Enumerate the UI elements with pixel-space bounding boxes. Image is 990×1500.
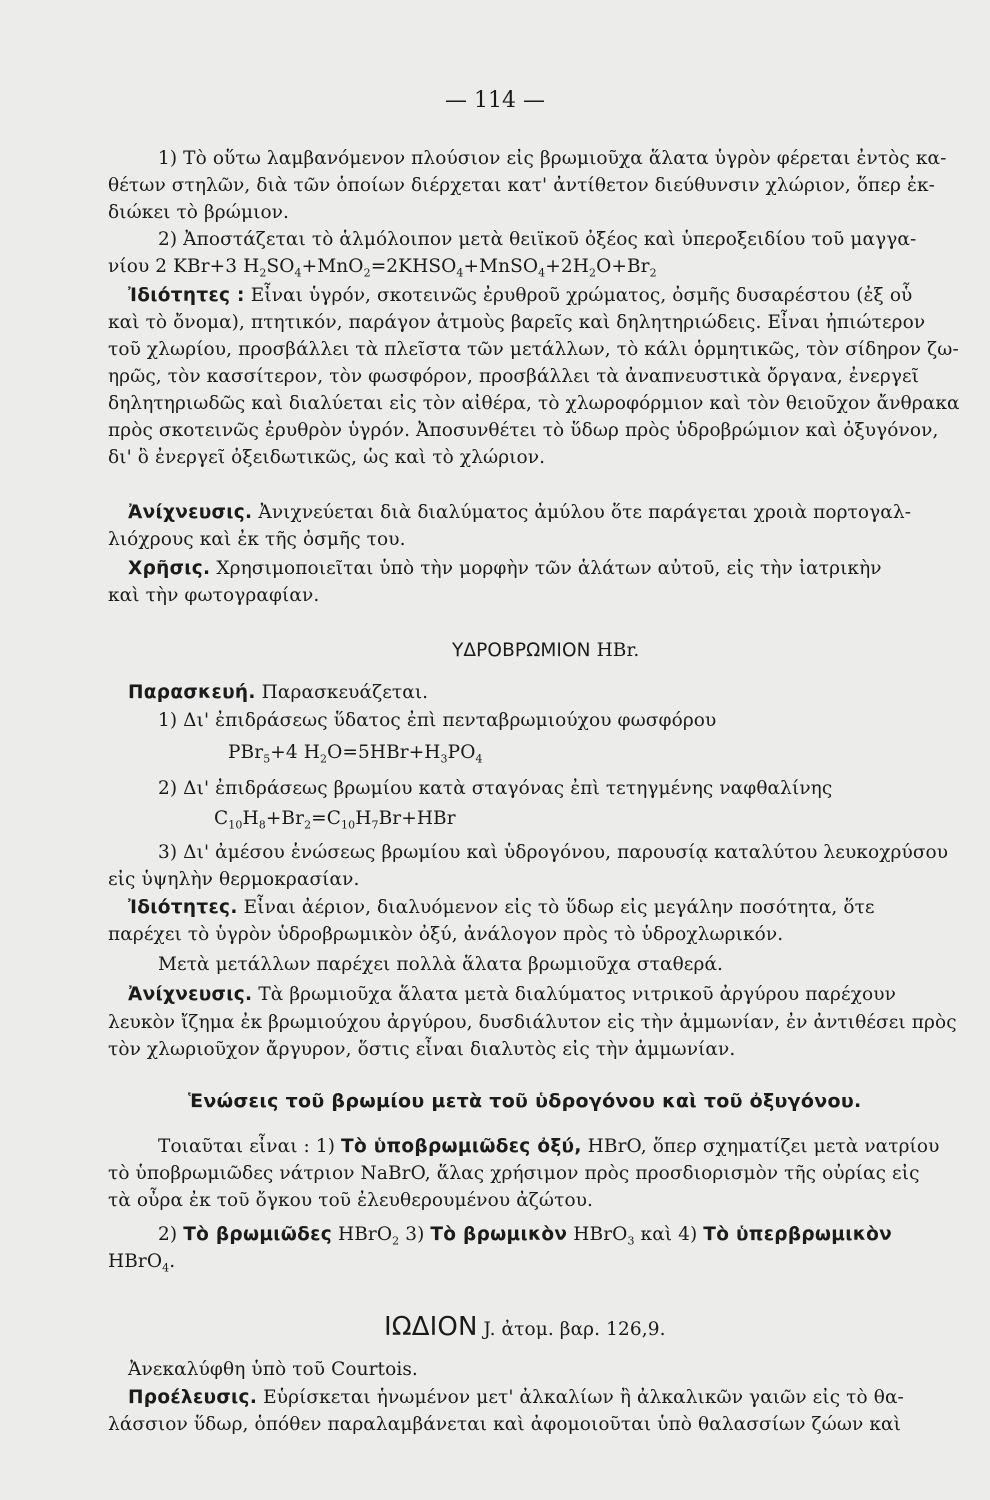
text-line: τὸν χλωριοῦχον ἄργυρον, ὅστις εἶναι διαλυτὸς εἰς τὴν ἀμμωνίαν. <box>108 1039 736 1060</box>
text-line: παρέχει τὸ ὑγρὸν ὑδροβρωμικὸν ὀξύ, ἀνάλογον πρὸς τὸ ὑδροχλωρικόν. <box>108 924 784 945</box>
properties-line: Ἰδιότητες : Εἶναι ὑγρόν, σκοτεινῶς ἐρυθροῦ χρώματος, ὀσμῆς δυσαρέστου (ἐξ οὗ <box>128 285 913 306</box>
detection-line: Ἀνίχνευσις. Ἀνιχνεύεται διὰ διαλύματος ἀμύλου ὅτε παράγεται χροιὰ πορτογαλ- <box>128 502 912 523</box>
text-line: λευκὸν ἴζημα ἐκ βρωμιούχου ἀργύρου, δυσδιάλυτον εἰς τὴν ἀμμωνίαν, ἐν ἀντιθέσει πρὸς <box>108 1012 957 1033</box>
equation: PBr$_5$+4 $H_2O=5HBr+H_3PO_4$ <box>228 742 483 766</box>
text-line: εἰς ὑψηλὴν θερμοκρασίαν. <box>108 869 360 890</box>
text-line: τοῦ χλωρίου, προσβάλλει τὰ πλεῖστα τῶν μετάλλων, τὸ κάλι ὁρμητικῶς, τὸν σίδηρον ζω- <box>108 339 959 360</box>
heading-properties: Ἰδιότητες. <box>128 897 238 918</box>
equation: νίου 2 KBr+3 $H_2SO_4+MnO_2=2KHSO_4+MnSO_4+2H_2O+Br_2$ <box>108 256 657 280</box>
properties-line: Ἰδιότητες. Εἶναι ἀέριον, διαλυόμενον εἰς τὸ ὕδωρ εἰς μεγάλην ποσότητα, ὅτε <box>128 897 875 918</box>
text-line: 2) Τὸ βρωμιῶδες HBrO$_2$ 3) Τὸ βρωμικὸν HBrO$_3$ καὶ 4) Τὸ ὑπερβρωμικὸν <box>158 1224 893 1248</box>
text-line: 3) Δι' ἀμέσου ἑνώσεως βρωμίου καὶ ὑδρογόνου, παρουσίᾳ καταλύτου λευκοχρύσου <box>158 842 949 863</box>
text-line: τὸ ὑποβρωμιῶδες νάτριον NaBrO, ἅλας χρήσιμον πρὸς προσδιορισμὸν τῆς οὐρίας εἰς <box>108 1163 920 1184</box>
text-line: Ἀνεκαλύφθη ὑπὸ τοῦ Courtois. <box>128 1359 418 1380</box>
heading-origin: Προέλευσις. <box>128 1387 258 1408</box>
heading-preparation: Παρασκευή. <box>128 682 256 703</box>
text-line: πρὸς σκοτεινῶς ἐρυθρὸν ὑγρόν. Ἀποσυνθέτει τὸ ὕδωρ πρὸς ὑδροβρώμιον καὶ ὀξυγόνον, <box>108 420 939 441</box>
text-line: δηλητηριωδῶς καὶ διαλύεται εἰς τὸν αἰθέρα, τὸ χλωροφόρμιον καὶ τὸν θειοῦχον ἄνθρακα <box>108 393 960 414</box>
preparation-line: Παρασκευή. Παρασκευάζεται. <box>128 682 429 703</box>
text-line: 2) Ἀποστάζεται τὸ ἁλμόλοιπον μετὰ θειϊκοῦ ὀξέος καὶ ὑπεροξειδίου τοῦ μαγγα- <box>158 229 917 250</box>
text-line: καὶ τὴν φωτογραφίαν. <box>108 585 320 606</box>
text-line: καὶ τὸ ὄνομα), πτητικόν, παράγον ἀτμοὺς βαρεῖς καὶ δηλητηριώδεις. Εἶναι ἠπιώτερον <box>108 312 926 333</box>
section-title: ΥΔΡΟΒΡΩΜΙΟΝ HBr. <box>452 640 640 661</box>
text-line: δι' ὃ ἐνεργεῖ ὀξειδωτικῶς, ὡς καὶ τὸ χλώριον. <box>108 447 546 468</box>
text-line: ηρῶς, τὸν κασσίτερον, τὸν φωσφόρον, προσβάλλει τὰ ἀναπνευστικὰ ὄργανα, ἐνεργεῖ <box>108 366 920 387</box>
text-line: θέτων στηλῶν, διὰ τῶν ὁποίων διέρχεται κατ' ἀντίθετον διεύθυνσιν χλώριον, ὅπερ ἐκ- <box>108 175 935 196</box>
equation: $C_{10}H_8+Br_2=C_{10}H_7Br+HBr$ <box>214 808 456 832</box>
text-line: Μετὰ μετάλλων παρέχει πολλὰ ἅλατα βρωμιοῦχα σταθερά. <box>158 954 724 975</box>
text-line: HBrO$_4$. <box>108 1251 176 1275</box>
text-line: λάσσιον ὕδωρ, ὁπόθεν παραλαμβάνεται καὶ ἀφομοιοῦται ὑπὸ θαλασσίων ζώων καὶ <box>108 1414 901 1435</box>
text-line: Τοιαῦται εἶναι : 1) Τὸ ὑποβρωμιῶδες ὀξύ, HBrO, ὅπερ σχηματίζει μετὰ νατρίου <box>158 1136 940 1157</box>
heading-properties: Ἰδιότητες : <box>128 285 245 306</box>
origin-line: Προέλευσις. Εὑρίσκεται ἡνωμένον μετ' ἀλκαλίων ἢ ἀλκαλικῶν γαιῶν εἰς τὸ θα- <box>128 1387 904 1408</box>
text-line: 2) Δι' ἐπιδράσεως βρωμίου κατὰ σταγόνας ἐπὶ τετηγμένης ναφθαλίνης <box>158 778 833 799</box>
section-heading: Ἑνώσεις τοῦ βρωμίου μετὰ τοῦ ὑδρογόνου καὶ τοῦ ὀξυγόνου. <box>188 1090 862 1112</box>
text-line: 1) Δι' ἐπιδράσεως ὕδατος ἐπὶ πενταβρωμιούχου φωσφόρου <box>158 710 717 731</box>
use-line: Χρῆσις. Χρησιμοποιεῖται ὑπὸ τὴν μορφὴν τῶν ἁλάτων αὐτοῦ, εἰς τὴν ἰατρικὴν <box>128 558 882 579</box>
detection-line: Ἀνίχνευσις. Τὰ βρωμιοῦχα ἅλατα μετὰ διαλύματος νιτρικοῦ ἀργύρου παρέχουν <box>128 984 896 1005</box>
text-line: διώκει τὸ βρώμιον. <box>108 202 290 223</box>
section-title: ΙΩΔΙΟΝ J. ἀτομ. βαρ. 126,9. <box>384 1312 666 1342</box>
text-line: λιόχρους καὶ ἐκ τῆς ὀσμῆς του. <box>108 529 406 550</box>
heading-detection: Ἀνίχνευσις. <box>128 502 253 523</box>
heading-detection: Ἀνίχνευσις. <box>128 984 253 1005</box>
text-line: 1) Τὸ οὕτω λαμβανόμενον πλούσιον εἰς βρωμιοῦχα ἅλατα ὑγρὸν φέρεται ἐντὸς κα- <box>158 148 947 169</box>
heading-use: Χρῆσις. <box>128 558 211 579</box>
text-line: τὰ οὖρα ἐκ τοῦ ὄγκου τοῦ ἐλευθερουμένου ἀζώτου. <box>108 1190 594 1211</box>
page-number: — 114 — <box>445 88 545 113</box>
